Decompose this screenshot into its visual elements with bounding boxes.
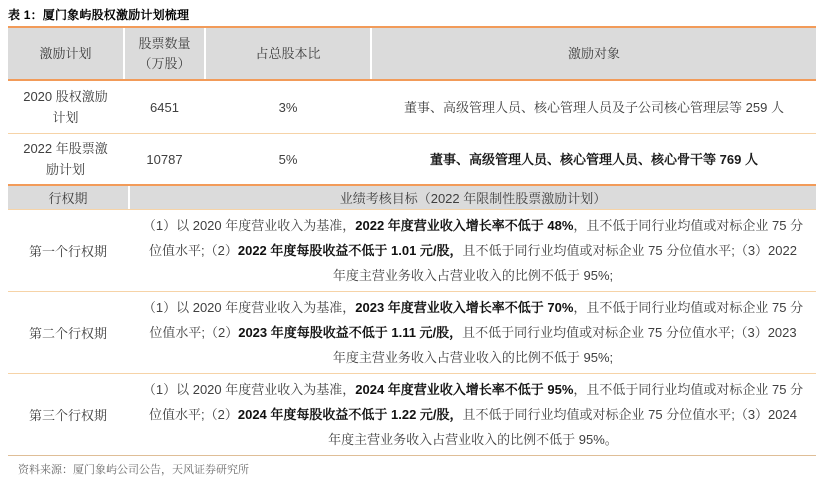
header-goal: 业绩考核目标（2022 年限制性股票激励计划）: [130, 186, 816, 209]
kpi-row: [8, 210, 816, 291]
goal-text: （1）以 2020 年度营业收入为基准，2022 年度营业收入增长率不低于 48%，且不低于同行业均值或对标企业 75 分位值水平;（2）2022 年度每股收益不低于 1.01 元/股，且不低于同行业均值或对标企业 75 分位值水平;（3）2022 年度主营业务收入占营业收入的比例不低于 95%;: [142, 218, 804, 283]
kpi-table: [8, 184, 816, 456]
period-cell: 第一个行权期: [28, 244, 107, 259]
goal-text: （1）以 2020 年度营业收入为基准，2024 年度营业收入增长率不低于 95%，且不低于同行业均值或对标企业 75 分位值水平;（2）2024 年度每股收益不低于 1.22 元/股，且不低于同行业均值或对标企业 75 分位值水平;（3）2024 年度主营业务收入占营业收入的比例不低于 95%。: [142, 382, 804, 447]
header-ratio: 占总股本比: [206, 28, 370, 79]
ratio-cell: 3%: [278, 99, 298, 115]
table-title: 表 1：厦门象屿股权激励计划梳理: [8, 8, 190, 22]
goal-text: （1）以 2020 年度营业收入为基准，2023 年度营业收入增长率不低于 70%，且不低于同行业均值或对标企业 75 分位值水平;（2）2023 年度每股收益不低于 1.11 元/股，且不低于同行业均值或对标企业 75 分位值水平;（3）2023 年度主营业务收入占营业收入的比例不低于 95%;: [142, 300, 804, 365]
shares-cell: 10787: [146, 151, 183, 167]
source-note: 资料来源：厦门象屿公司公告，天风证券研究所: [18, 464, 249, 476]
targets-cell: 董事、高级管理人员、核心管理人员、核心骨干等 769 人: [430, 151, 758, 167]
shares-cell: 6451: [150, 99, 179, 115]
goal-cell: [130, 292, 816, 373]
header-period: 行权期: [8, 186, 128, 209]
ratio-cell: 5%: [278, 151, 298, 167]
plan-table-header-row: [8, 28, 816, 79]
goal-cell: [130, 210, 816, 291]
targets-cell: 董事、高级管理人员、核心管理人员及子公司核心管理层等 259 人: [404, 99, 784, 115]
incentive-plan-table: [8, 26, 816, 184]
period-cell: 第二个行权期: [28, 326, 107, 341]
table-bottom-border: [8, 455, 816, 456]
kpi-row: [8, 292, 816, 373]
table-row: [8, 134, 816, 184]
kpi-header-row: [8, 186, 816, 209]
header-shares: 股票数量（万股）: [125, 28, 204, 79]
header-plan: 激励计划: [8, 28, 123, 79]
period-cell: 第三个行权期: [28, 408, 107, 423]
plan-name-cell: 2020 股权激励计划: [23, 89, 108, 125]
header-targets: 激励对象: [372, 28, 816, 79]
table-row: [8, 81, 816, 133]
kpi-row: [8, 374, 816, 455]
goal-cell: [130, 374, 816, 455]
plan-name-cell: 2022 年股票激励计划: [23, 141, 108, 177]
